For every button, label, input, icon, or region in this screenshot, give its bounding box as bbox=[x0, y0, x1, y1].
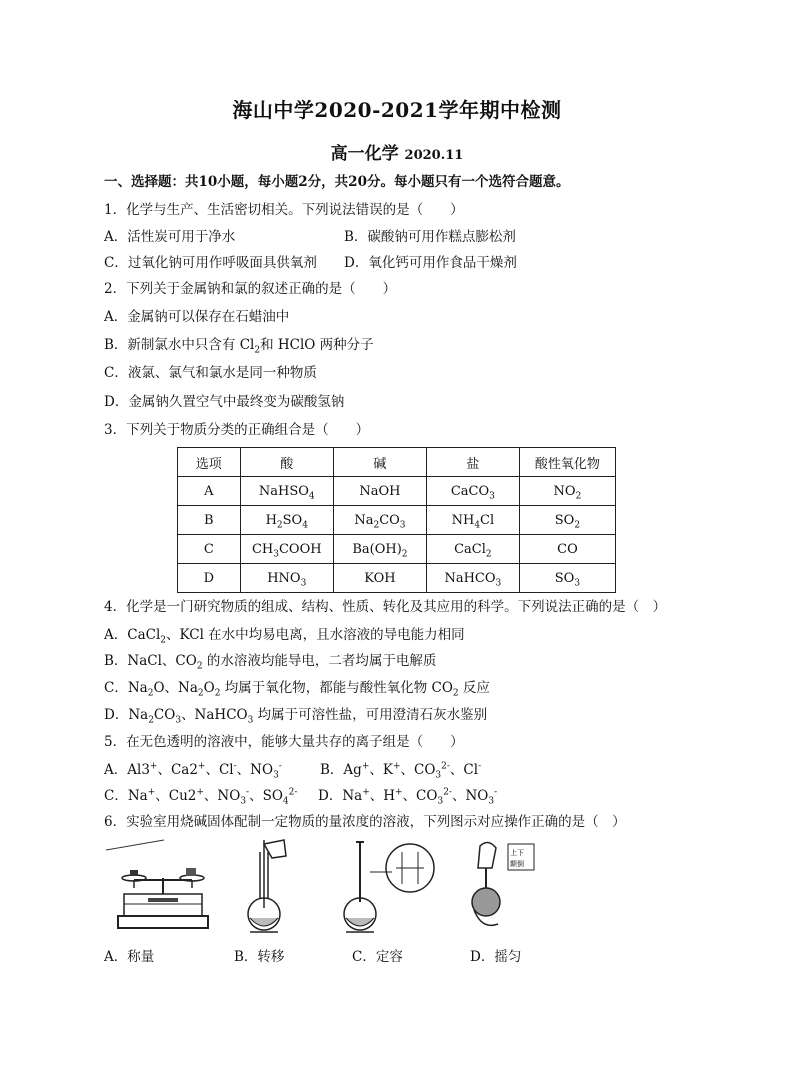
table-header-cell: 碱 bbox=[333, 448, 426, 477]
table-header-row bbox=[178, 448, 616, 477]
q6-option-b: B．转移 bbox=[234, 949, 285, 965]
table-cell: $Na_2CO_3$ bbox=[333, 506, 426, 535]
table-cell: $NH_4Cl$ bbox=[426, 506, 519, 535]
table-cell: B bbox=[178, 506, 241, 535]
table-cell: CO bbox=[519, 535, 615, 564]
q5-option-d: D．Na+、H+、$CO_3^{2-}$、$NO_3^-$ bbox=[318, 787, 498, 807]
q1-option-c: C．过氧化钠可用作呼吸面具供氧剂 bbox=[104, 255, 317, 271]
exam-date: 2020.11 bbox=[404, 148, 464, 163]
table-header-cell: 酸性氧化物 bbox=[519, 448, 615, 477]
q6-stem: 6．实验室用烧碱固体配制一定物质的量浓度的溶液，下列图示对应操作正确的是（ ） bbox=[104, 814, 626, 830]
section-heading: 一、选择题：共10小题，每小题2分，共20分。每小题只有一个选符合题意。 bbox=[104, 174, 570, 190]
table-row bbox=[178, 564, 616, 593]
shake-figure bbox=[460, 838, 540, 938]
q3-classification-table bbox=[177, 447, 616, 593]
table-header-cell: 选项 bbox=[178, 448, 241, 477]
table-row bbox=[178, 506, 616, 535]
table-cell: $SO_3$ bbox=[519, 564, 615, 593]
exam-title: 海山中学2020-2021学年期中检测 bbox=[232, 98, 562, 122]
q6-option-d: D．摇匀 bbox=[470, 949, 522, 965]
table-cell: $Ba(OH)_2$ bbox=[333, 535, 426, 564]
exam-subtitle bbox=[0, 139, 794, 164]
q2-b-pre: B．新制氯水中只含有 Cl bbox=[104, 337, 255, 353]
q1-option-a: A．活性炭可用于净水 bbox=[104, 229, 236, 245]
q1-option-d: D．氧化钙可用作食品干燥剂 bbox=[344, 255, 517, 271]
q4-option-a: A．CaCl$_2$、KCl 在水中均易电离，且水溶液的导电能力相同 bbox=[104, 627, 465, 646]
table-cell: KOH bbox=[333, 564, 426, 593]
table-cell: $H_2SO_4$ bbox=[240, 506, 333, 535]
table-cell: $CH_3COOH$ bbox=[240, 535, 333, 564]
q2-option-c: C．液氯、氯气和氯水是同一种物质 bbox=[104, 365, 317, 381]
q6-figures bbox=[104, 838, 624, 938]
table-cell: NaOH bbox=[333, 477, 426, 506]
table-cell: C bbox=[178, 535, 241, 564]
q5-option-c: C．Na+、Cu2+、$NO_3^-$、$SO_4^{2-}$ bbox=[104, 787, 298, 807]
q2-option-b bbox=[104, 336, 374, 354]
table-row bbox=[178, 535, 616, 564]
q2-b-sub: 2 bbox=[254, 345, 261, 356]
q2-b-post: 和 HClO 两种分子 bbox=[260, 337, 374, 353]
table-cell: D bbox=[178, 564, 241, 593]
subject-label: 高一化学 bbox=[330, 144, 399, 164]
balance-figure bbox=[104, 838, 214, 938]
q3-stem: 3．下列关于物质分类的正确组合是（ ） bbox=[104, 422, 370, 438]
q4-option-d: D．$Na_2CO_3$、NaHCO$_3$ 均属于可溶性盐，可用澄清石灰水鉴别 bbox=[104, 707, 488, 726]
table-cell: CaCl$_2$ bbox=[426, 535, 519, 564]
transfer-figure bbox=[236, 838, 306, 938]
q1-option-b: B．碳酸钠可用作糕点膨松剂 bbox=[344, 229, 516, 245]
table-header-cell: 盐 bbox=[426, 448, 519, 477]
q4-stem: 4．化学是一门研究物质的组成、结构、性质、转化及其应用的科学。下列说法正确的是（ ） bbox=[104, 599, 667, 615]
table-row bbox=[178, 477, 616, 506]
q2-stem: 2．下列关于金属钠和氯的叙述正确的是（ ） bbox=[104, 281, 397, 297]
q5-option-b: B．Ag+、K+、$CO_3^{2-}$、Cl- bbox=[320, 761, 482, 781]
table-cell: $HNO_3$ bbox=[240, 564, 333, 593]
q2-option-d: D．金属钠久置空气中最终变为碳酸氢钠 bbox=[104, 394, 345, 410]
q5-stem: 5．在无色透明的溶液中，能够大量共存的离子组是（ ） bbox=[104, 734, 464, 750]
table-cell: NaHSO$_4$ bbox=[240, 477, 333, 506]
q5-option-a: A．Al3+、Ca2+、Cl-、$NO_3^-$ bbox=[104, 761, 282, 781]
q4-option-c: C．$Na_2O$、$Na_2O_2$ 均属于氧化物，都能与酸性氧化物 $CO_2$ 反应 bbox=[104, 680, 490, 699]
q1-stem: 1．化学与生产、生活密切相关。下列说法错误的是（ ） bbox=[104, 202, 464, 218]
q6-option-c: C．定容 bbox=[352, 949, 403, 965]
table-header-cell: 酸 bbox=[240, 448, 333, 477]
table-cell: $NO_2$ bbox=[519, 477, 615, 506]
q4-option-b: B．NaCl、$CO_2$ 的水溶液均能导电，二者均属于电解质 bbox=[104, 653, 437, 672]
fixing-volume-figure bbox=[340, 838, 450, 938]
fig-annotation-line1: 上下 bbox=[510, 849, 524, 857]
table-cell: CaCO$_3$ bbox=[426, 477, 519, 506]
q6-option-a: A．称量 bbox=[104, 949, 155, 965]
table-cell: A bbox=[178, 477, 241, 506]
table-cell: $SO_2$ bbox=[519, 506, 615, 535]
fig-annotation-line2: 颠倒 bbox=[510, 860, 524, 868]
table-cell: NaHCO$_3$ bbox=[426, 564, 519, 593]
q2-option-a: A．金属钠可以保存在石蜡油中 bbox=[104, 309, 290, 325]
